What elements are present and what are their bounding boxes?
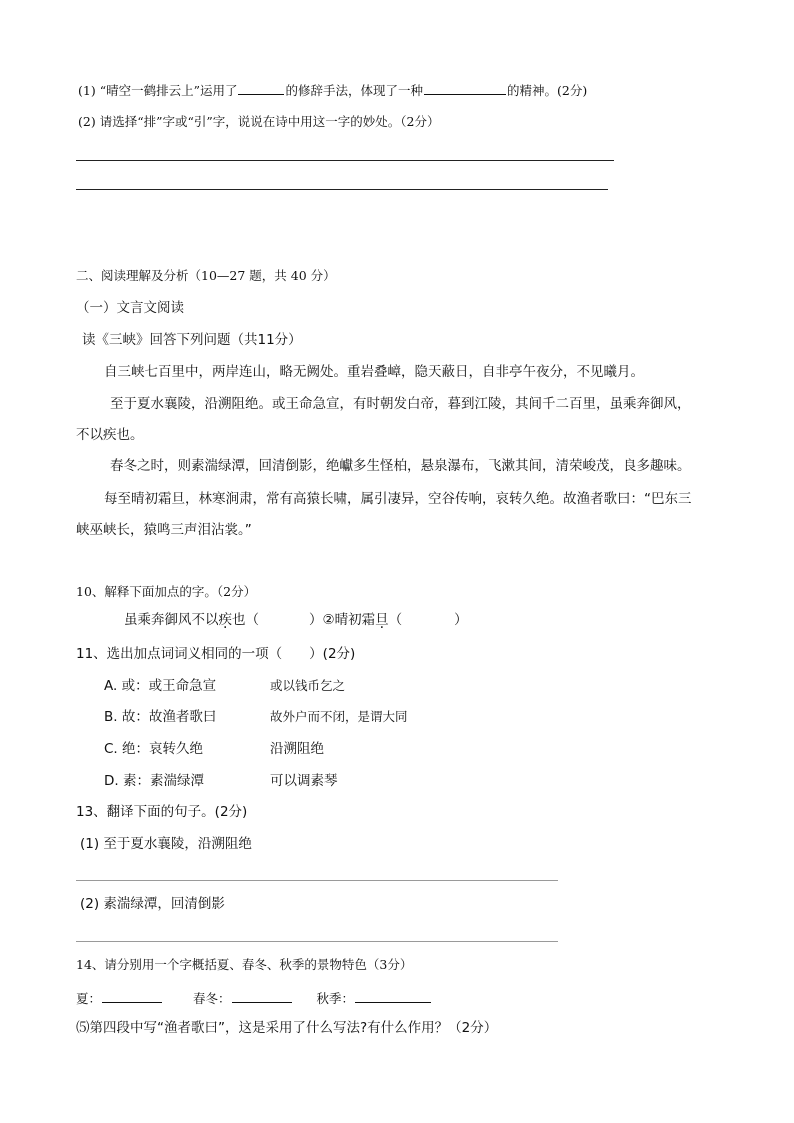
q13-sentence-1: (1) 至于夏水襄陵，沿溯阻绝 (80, 836, 252, 852)
option-b-label[interactable]: B. 故：故渔者歌曰 (104, 709, 217, 725)
option-d-compare: 可以调素琴 (270, 773, 338, 789)
answer-line[interactable] (76, 880, 558, 881)
springwinter-label: 春冬： (193, 991, 231, 1006)
option-c-compare: 沿溯阻绝 (270, 741, 324, 757)
q10-items (124, 610, 468, 630)
q14-answers (76, 988, 432, 1009)
q10-text: 也（ (232, 612, 259, 628)
passage-paragraph-4: 每至晴初霜旦，林寒涧肃，常有高猿长啸，属引凄异，空谷传响，哀转久绝。故渔者歌曰：“巴东三 (104, 491, 692, 507)
passage-paragraph-2: 至于夏水襄陵，沿溯阻绝。或王命急宣，有时朝发白帝，暮到江陵，其间千二百里，虽乘奔御风， (110, 396, 691, 412)
question-text-part: 的修辞手法，体现了一种 (285, 83, 423, 98)
option-c-label[interactable]: C. 绝：哀转久绝 (104, 741, 204, 757)
q10-text: ） (454, 612, 468, 628)
q10-text: （ (388, 612, 403, 628)
reading-intro: 读《三峡》回答下列问题（共11分） (82, 332, 302, 348)
item-number: (2) (78, 114, 96, 129)
passage-paragraph-3: 春冬之时，则素湍绿潭，回清倒影，绝巘多生怪柏，悬泉瀑布，飞漱其间，清荣峻茂，良多趣味。 (110, 458, 691, 474)
subsection-heading: （一）文言文阅读 (76, 300, 184, 316)
option-d-label[interactable]: D. 素：素湍绿潭 (104, 773, 204, 789)
passage-paragraph-1: 自三峡七百里中，两岸连山，略无阙处。重岩叠嶂，隐天蔽日，自非亭午夜分，不见曦月。 (104, 364, 644, 380)
summer-label: 夏： (76, 991, 102, 1006)
passage-paragraph-2-cont: 不以疾也。 (76, 427, 144, 443)
answer-line[interactable] (76, 160, 614, 161)
summer-blank[interactable] (102, 988, 162, 1003)
dotted-char: 旦 (375, 612, 389, 628)
q11-title: 11、选出加点词词义相同的一项（ ）(2分) (76, 646, 356, 662)
q13-sentence-2: (2) 素湍绿潭，回清倒影 (80, 896, 225, 912)
springwinter-blank[interactable] (232, 988, 292, 1003)
dotted-char: 疾 (218, 612, 232, 628)
passage-paragraph-4-cont: 峡巫峡长，猿鸣三声泪沾裳。” (76, 522, 252, 538)
autumn-label: 秋季： (316, 991, 355, 1006)
option-a-compare: 或以钱币乞之 (270, 678, 346, 693)
q10-text: 虽乘奔御风不以 (124, 612, 219, 628)
answer-line[interactable] (76, 941, 558, 942)
option-a-label[interactable]: A. 或：或王命急宣 (104, 678, 217, 694)
question-text-part: 的精神。(2分) (507, 83, 588, 98)
q10-title: 10、解释下面加点的字。（2分） (76, 584, 257, 599)
item-number: (1) (78, 83, 96, 98)
section-heading: 二、阅读理解及分析（10—27 题，共 40 分） (76, 268, 336, 283)
q15-question: ⑸第四段中写“渔者歌曰”，这是采用了什么写法?有什么作用？（2分） (76, 1020, 498, 1036)
q13-title: 13、翻译下面的句子。(2分) (76, 804, 248, 820)
question-text-part: “晴空一鹤排云上”运用了 (99, 83, 238, 98)
answer-blank[interactable] (424, 80, 506, 95)
poem-question-1 (78, 80, 587, 101)
question-text: 请选择“排”字或“引”字，说说在诗中用这一字的妙处。（2分） (99, 114, 440, 129)
poem-question-2 (78, 112, 439, 132)
q14-title: 14、请分别用一个字概括夏、春冬、秋季的景物特色（3分） (76, 957, 413, 972)
autumn-blank[interactable] (355, 988, 431, 1003)
q10-text: ）②晴初霜 (309, 612, 376, 628)
answer-blank[interactable] (238, 80, 284, 95)
option-b-compare: 故外户而不闭，是谓大同 (270, 709, 408, 724)
answer-line[interactable] (76, 189, 608, 190)
